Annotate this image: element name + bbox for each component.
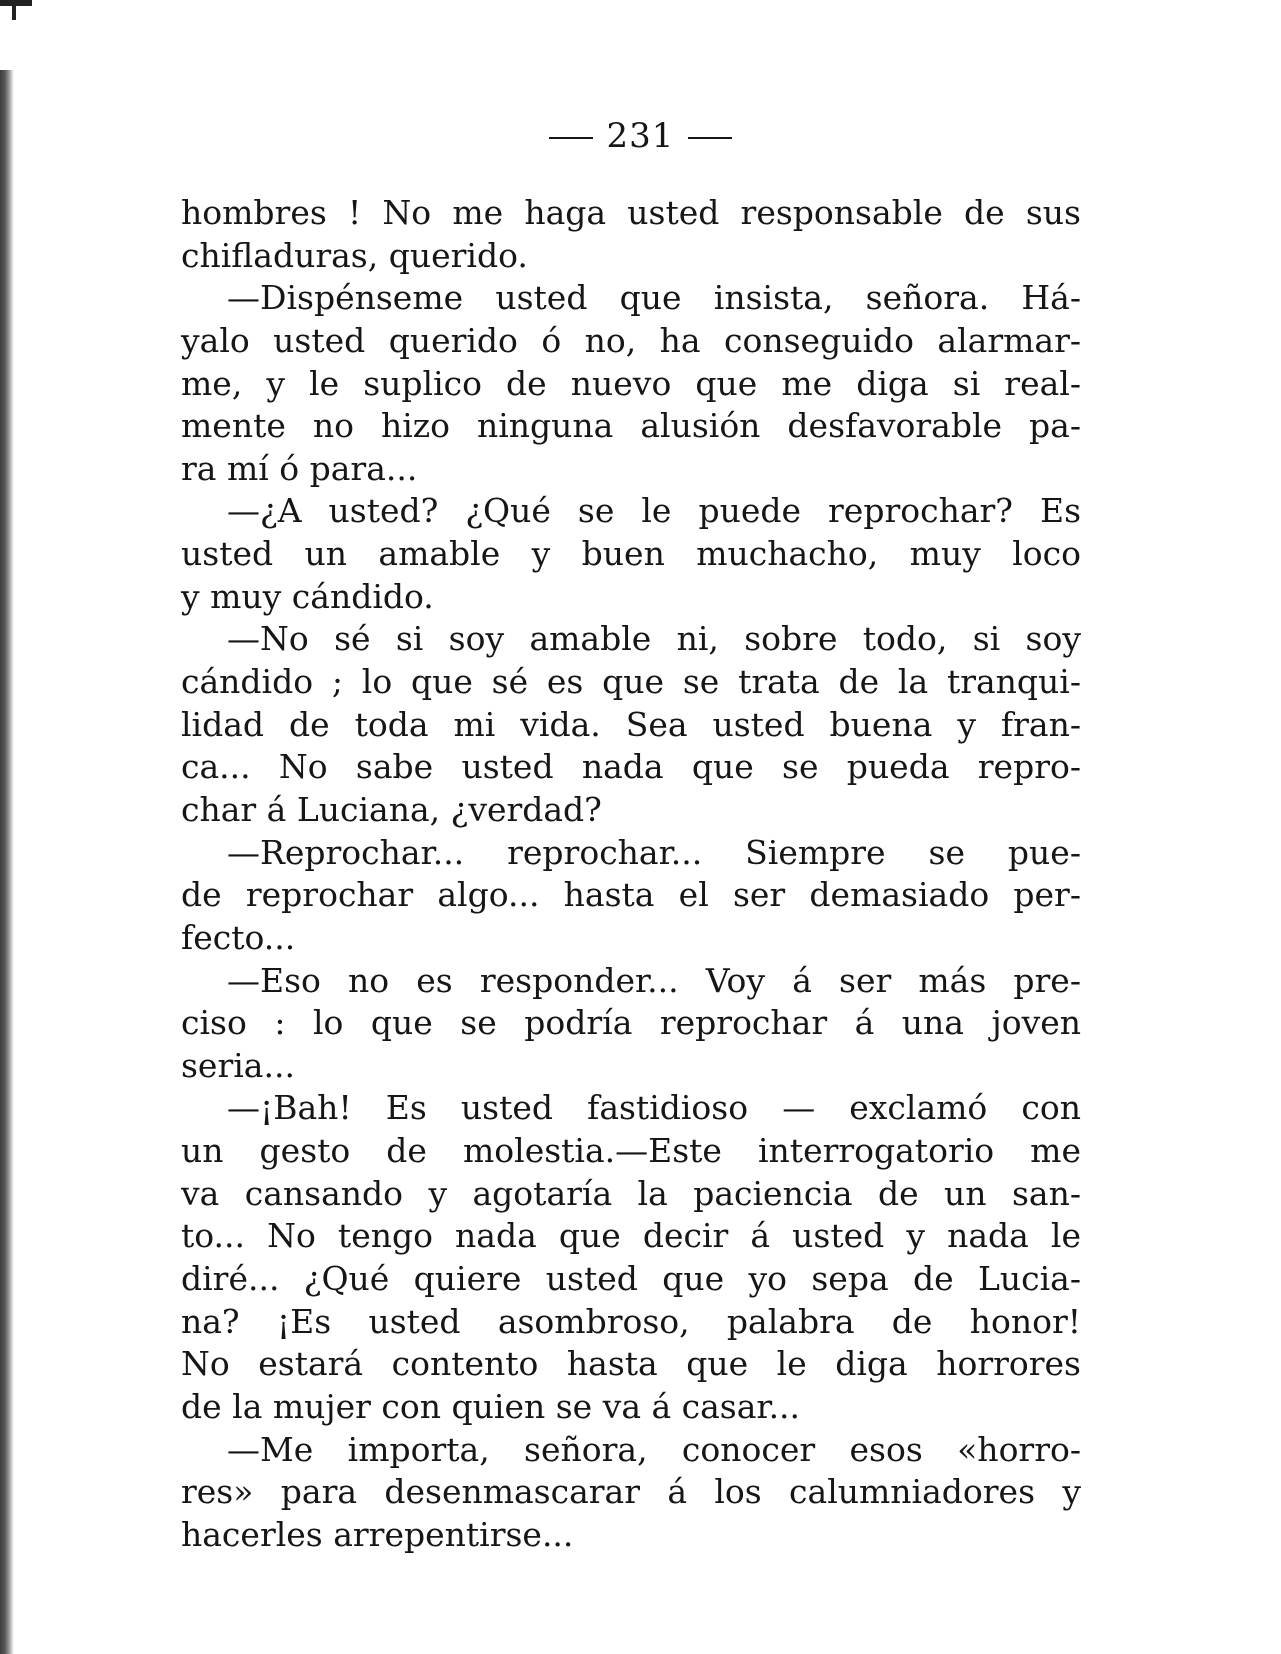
text-line: fecto... — [181, 917, 296, 957]
text-line: No estará contento hasta que le diga horrores — [181, 1344, 1081, 1384]
text-line: na? ¡Es usted asombroso, palabra de honor! — [181, 1301, 1081, 1341]
text-line: diré... ¿Qué quiere usted que yo sepa de Lucia- — [181, 1259, 1081, 1299]
text-line: seria... — [181, 1045, 295, 1085]
body-text — [181, 192, 1081, 1557]
page-number — [0, 116, 1281, 156]
text-line: hacerles arrepentirse... — [181, 1514, 574, 1554]
text-line: hombres ! No me haga usted responsable de sus — [181, 193, 1081, 232]
text-line: me, y le suplico de nuevo que me diga si real- — [181, 363, 1081, 403]
text-line: usted un amable y buen muchacho, muy loco — [181, 534, 1081, 574]
text-line: ra mí ó para... — [181, 448, 418, 488]
text-line: yalo usted querido ó no, ha conseguido alarmar- — [181, 320, 1081, 360]
page-number-value: 231 — [606, 116, 675, 156]
page-number-dash-right — [688, 137, 732, 139]
text-line: ca... No sabe usted nada que se pueda repro- — [181, 747, 1081, 787]
binding-edge-shadow — [0, 70, 14, 1654]
text-line: va cansando y agotaría la paciencia de un san- — [181, 1173, 1081, 1213]
text-line: —Dispénseme usted que insista, señora. Há- — [227, 278, 1081, 318]
text-line: mente no hizo ninguna alusión desfavorable pa- — [181, 406, 1081, 446]
text-line: —¿A usted? ¿Qué se le puede reprochar? Es — [227, 491, 1081, 531]
text-line: un gesto de molestia.—Este interrogatorio me — [181, 1131, 1081, 1171]
text-line: cándido ; lo que sé es que se trata de la tranqui- — [181, 662, 1081, 702]
text-line: char á Luciana, ¿verdad? — [181, 789, 602, 829]
text-line: de la mujer con quien se va á casar... — [181, 1386, 801, 1426]
scan-corner-mark — [0, 0, 32, 6]
text-line: chifladuras, querido. — [181, 235, 528, 275]
text-line: —Eso no es responder... Voy á ser más pre- — [227, 960, 1081, 1000]
text-line: —Reprochar... reprochar... Siempre se pue- — [227, 832, 1081, 872]
text-line: to... No tengo nada que decir á usted y nada le — [181, 1216, 1081, 1256]
text-line: —No sé si soy amable ni, sobre todo, si soy — [227, 619, 1081, 659]
text-line: ciso : lo que se podría reprochar á una joven — [181, 1003, 1081, 1043]
text-line: de reprochar algo... hasta el ser demasiado per- — [181, 875, 1081, 915]
page-number-dash-left — [549, 137, 593, 139]
text-line: —Me importa, señora, conocer esos «horro- — [227, 1429, 1081, 1469]
text-line: —¡Bah! Es usted fastidioso — exclamó con — [227, 1088, 1081, 1128]
text-line: y muy cándido. — [181, 576, 434, 616]
text-line: lidad de toda mi vida. Sea usted buena y fran- — [181, 704, 1081, 744]
text-line: res» para desenmascarar á los calumniadores y — [181, 1472, 1081, 1512]
